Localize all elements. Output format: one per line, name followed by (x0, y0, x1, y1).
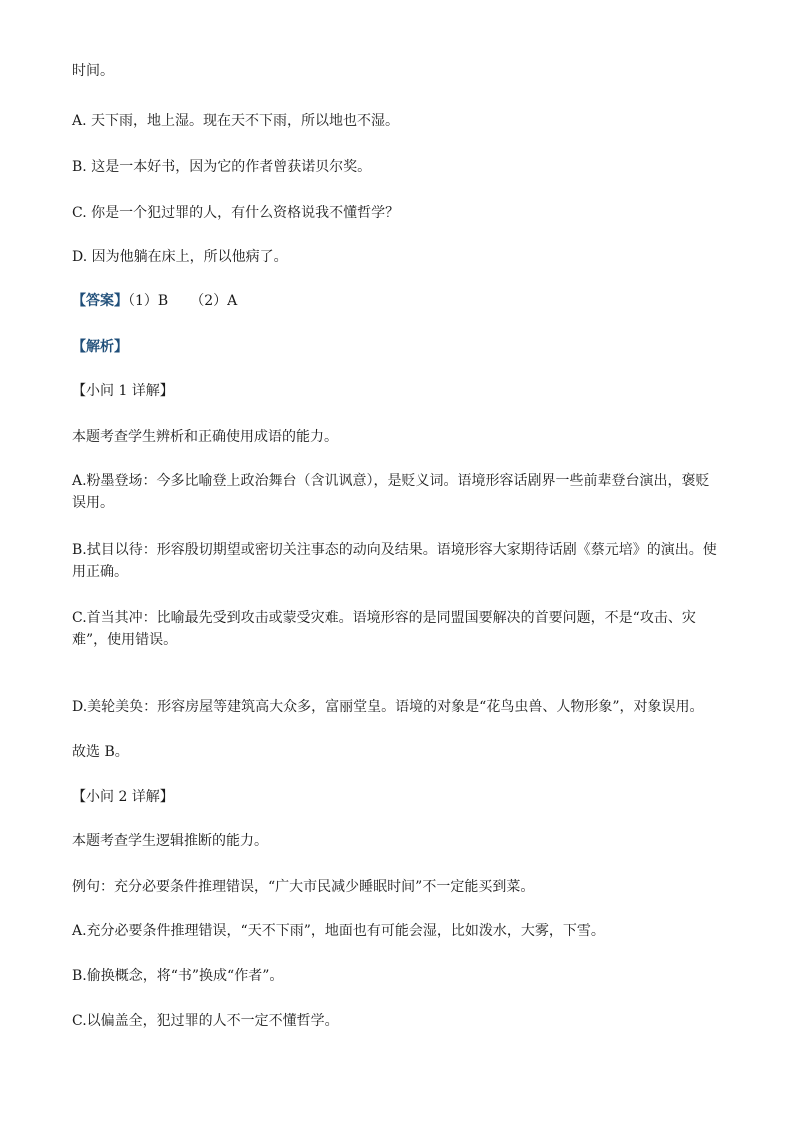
q2-option-a: A.充分必要条件推理错误，“天不下雨”，地面也有可能会湿，比如泼水，大雾，下雪。 (72, 923, 605, 939)
answer-2: （2）A (190, 293, 238, 309)
option-c: C. 你是一个犯过罪的人，有什么资格说我不懂哲学？ (72, 205, 400, 221)
option-a: A. 天下雨，地上湿。现在天不下雨，所以地也不湿。 (72, 113, 400, 129)
text-line: 时间。 (72, 63, 114, 79)
answer-1: （1）B (128, 293, 169, 309)
q1-option-c: C.首当其冲：比喻最先受到攻击或蒙受灾难。语境形容的是同盟国要解决的首要问题，不是“攻击、灾难”，使用错误。 (72, 610, 696, 648)
q1-intro: 本题考查学生辨析和正确使用成语的能力。 (72, 429, 338, 445)
q1-heading: 【小问 1 详解】 (72, 383, 174, 399)
answer-label: 【答案】 (72, 293, 128, 309)
q1-choice: 故选 B。 (72, 744, 129, 760)
q1-option-b: B.拭目以待：形容殷切期望或密切关注事态的动向及结果。语境形容大家期待话剧《蔡元培》的演出。使用正确。 (72, 542, 717, 580)
q2-option-c: C.以偏盖全，犯过罪的人不一定不懂哲学。 (72, 1013, 339, 1029)
q2-example: 例句：充分必要条件推理错误，“广大市民减少睡眠时间”不一定能买到菜。 (72, 879, 535, 895)
q2-intro: 本题考查学生逻辑推断的能力。 (72, 833, 268, 849)
option-b: B. 这是一本好书，因为它的作者曾获诺贝尔奖。 (72, 159, 372, 175)
answer-line (72, 290, 237, 312)
analysis-label: 【解析】 (72, 339, 128, 355)
q1-option-d: D.美轮美奂：形容房屋等建筑高大众多，富丽堂皇。语境的对象是“花鸟虫兽、人物形象”，对象误用。 (72, 699, 704, 715)
q2-heading: 【小问 2 详解】 (72, 789, 174, 805)
option-d: D. 因为他躺在床上，所以他病了。 (72, 249, 288, 265)
q1-option-a: A.粉墨登场：今多比喻登上政治舞台（含讥讽意），是贬义词。语境形容话剧界一些前辈登台演出，褒贬误用。 (72, 473, 710, 511)
q2-option-b: B.偷换概念，将“书”换成“作者”。 (72, 968, 284, 984)
